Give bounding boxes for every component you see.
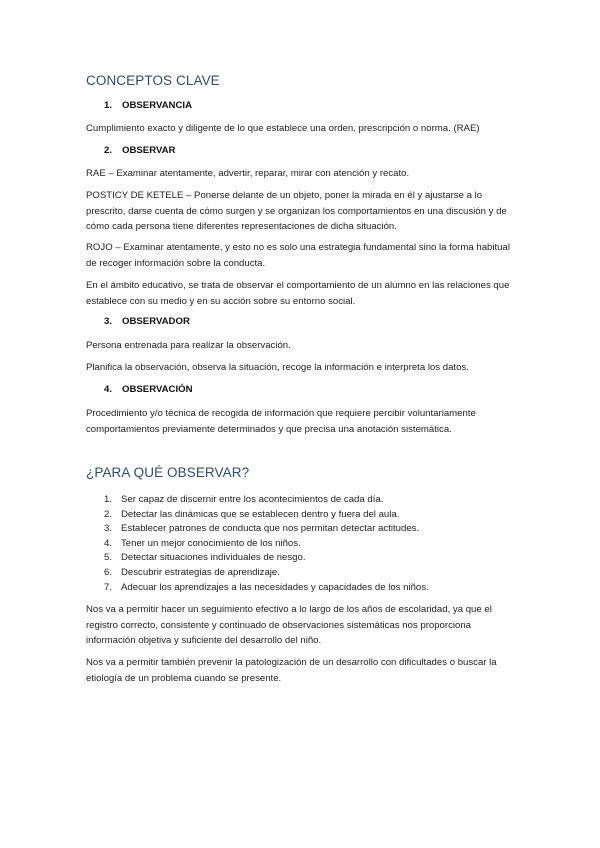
subheading-label: OBSERVADOR bbox=[122, 316, 190, 327]
list-number: 3. bbox=[104, 523, 113, 535]
list-number: 4. bbox=[104, 537, 113, 549]
list-item bbox=[104, 581, 429, 596]
list-number: 6. bbox=[104, 566, 113, 578]
list-text: Descubrir estrategias de aprendizaje. bbox=[121, 566, 280, 578]
subheading-observador bbox=[104, 316, 190, 327]
list-item bbox=[104, 522, 429, 537]
paragraph-rojo: ROJO – Examinar atentamente, y esto no es solo una estrategia fundamental sino la forma habitual de recoger información sobre la conducta. bbox=[86, 242, 510, 269]
paragraph-prevenir: Nos va a permitir también prevenir la patologización de un desarrollo con dificultades o buscar la etiología de un problema cuando se presente. bbox=[86, 657, 497, 684]
subheading-number: 3. bbox=[104, 316, 113, 327]
list-number: 7. bbox=[104, 581, 113, 593]
paragraph-planifica: Planifica la observación, observa la situación, recoge la información e interpreta los datos. bbox=[86, 362, 469, 373]
subheading-label: OBSERVAR bbox=[122, 145, 176, 156]
paragraph-observancia: Cumplimiento exacto y diligente de lo que establece una orden, prescripción o norma. (RAE) bbox=[86, 123, 480, 134]
list-number: 2. bbox=[104, 508, 113, 520]
list-text: Tener un mejor conocimiento de los niños. bbox=[121, 537, 301, 549]
subheading-observar bbox=[104, 145, 176, 156]
list-item bbox=[104, 493, 429, 508]
section-title-conceptos-clave: CONCEPTOS CLAVE bbox=[86, 73, 220, 88]
list-item bbox=[104, 551, 429, 566]
list-text: Detectar las dinámicas que se establecen dentro y fuera del aula. bbox=[121, 508, 400, 520]
subheading-number: 4. bbox=[104, 384, 113, 395]
list-text: Adecuar los aprendizajes a las necesidades y capacidades de los niños. bbox=[121, 581, 429, 593]
paragraph-rae: RAE – Examinar atentamente, advertir, reparar, mirar con atención y recato. bbox=[86, 168, 410, 179]
paragraph-seguimiento: Nos va a permitir hacer un seguimiento efectivo a lo largo de los años de escolaridad, ya que el registro correcto, consistente y continuado de observaciones sistemáticas nos proporciona información objetiva y suficiente del desarrollo del niño. bbox=[86, 604, 492, 646]
list-text: Detectar situaciones individuales de riesgo. bbox=[121, 552, 306, 564]
list-text: Establecer patrones de conducta que nos permitan detectar actitudes. bbox=[121, 523, 420, 535]
subheading-label: OBSERVACIÓN bbox=[122, 384, 193, 395]
list-item bbox=[104, 508, 429, 523]
subheading-observacion bbox=[104, 384, 193, 395]
list-text: Ser capaz de discernir entre los acontecimientos de cada día. bbox=[121, 494, 384, 505]
paragraph-persona-entrenada: Persona entrenada para realizar la observación. bbox=[86, 340, 291, 351]
paragraph-posticy-de-ketele: POSTICY DE KETELE – Ponerse delante de un objeto, poner la mirada en él y ajustarse a lo prescrito, darse cuenta de cómo surgen y se organizan los comportamientos en una discusión y de cómo cada persona tiene diferentes representaciones de dicha situación. bbox=[86, 190, 507, 232]
list-number: 5. bbox=[104, 552, 113, 564]
reasons-list bbox=[104, 493, 429, 595]
paragraph-ambito-educativo: En el ámbito educativo, se trata de observar el comportamiento de un alumno en las relaciones que establece con su medio y en su acción sobre su entorno social. bbox=[86, 280, 510, 307]
list-item bbox=[104, 537, 429, 552]
subheading-label: OBSERVANCIA bbox=[122, 100, 193, 111]
paragraph-procedimiento: Procedimiento y/o técnica de recogida de información que requiere percibir voluntariamente comportamientos previamente determinados y que precisa una anotación sistemática. bbox=[86, 408, 476, 435]
subheading-number: 1. bbox=[104, 100, 113, 111]
subheading-observancia bbox=[104, 100, 192, 111]
list-number: 1. bbox=[104, 494, 113, 505]
list-item bbox=[104, 566, 429, 581]
section-title-para-que-observar: ¿PARA QUÉ OBSERVAR? bbox=[86, 465, 250, 480]
subheading-number: 2. bbox=[104, 145, 113, 156]
